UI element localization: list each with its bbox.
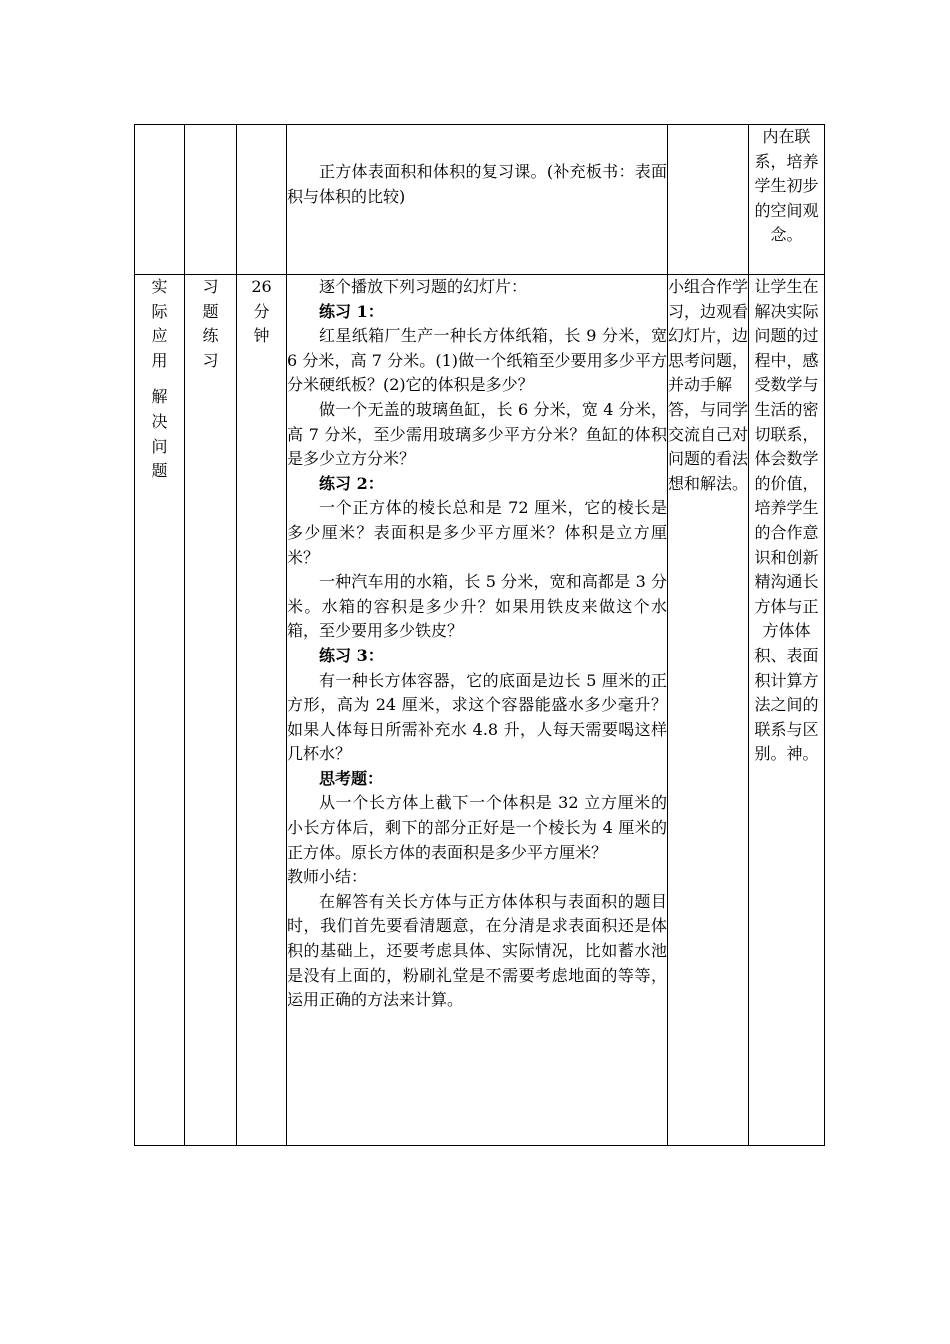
subject-cell	[185, 275, 237, 1146]
stage-char: 决	[151, 411, 168, 431]
activity-cell-empty	[668, 125, 749, 275]
summary-text: 在解答有关长方体与正方体体积与表面积的题目时，我们首先要看清题意，在分清是求表面积还是体积的基础上，还要考虑具体、实际情况，比如蓄水池是没有上面的，粉刷礼堂是不需要考虑地面的等等，运用正确的方法来计算。	[287, 891, 667, 1010]
stage-cell-empty	[135, 125, 185, 275]
activity-text: 小组合作学习，边观看幻灯片，边思考问题，并动手解答，与同学交流自己对问题的看法想和解法。	[668, 277, 749, 493]
subject-cell-empty	[185, 125, 237, 275]
exercise-2-q2: 一种汽车用的水箱，长 5 分米，宽和高都是 3 分米。水箱的容积是多少升？如果用铁皮来做这个水箱，至少要用多少铁皮？	[287, 572, 667, 641]
goal-cell	[749, 275, 825, 1146]
stage-char: 解	[151, 387, 168, 407]
subject-char: 习	[202, 350, 219, 370]
subject-char: 习	[202, 277, 219, 296]
stage-char: 用	[151, 350, 168, 370]
stage-char: 际	[151, 301, 168, 321]
summary-label: 教师小结：	[287, 867, 368, 887]
goal-cell	[749, 125, 825, 275]
time-cell	[237, 275, 287, 1146]
stage-char: 题	[151, 461, 168, 481]
think-question: 从一个长方体上截下一个体积是 32 立方厘米的小长方体后，剩下的部分正好是一个棱长为 4 厘米的正方体。原长方体的表面积是多少平方厘米？	[287, 793, 667, 862]
exercise-1-title: 练习 1：	[319, 301, 384, 321]
time-number: 26	[251, 277, 272, 296]
exercise-3-q1: 有一种长方体容器，它的底面是边长 5 厘米的正方形，高为 24 厘米，求这个容器能盛水多少毫升？如果人体每日所需补充水 4.8 升，人每天需要喝这样几杯水？	[287, 670, 667, 764]
goal-text: 内在联系，培养学生初步的空间观念。	[754, 127, 819, 245]
stage-char: 应	[151, 326, 168, 346]
subject-char: 练	[202, 326, 219, 346]
review-text: 正方体表面积和体积的复习课。(补充板书：表面积与体积的比较)	[287, 162, 667, 206]
stage-char: 问	[151, 436, 168, 456]
content-cell	[287, 125, 668, 275]
activity-cell	[668, 275, 749, 1146]
time-unit-char: 钟	[253, 326, 270, 346]
stage-char: 实	[151, 277, 168, 296]
content-cell	[287, 275, 668, 1146]
exercise-1-q1: 红星纸箱厂生产一种长方体纸箱，长 9 分米，宽 6 分米，高 7 分米。(1)做一个纸箱至少要用多少平方分米硬纸板？(2)它的体积是多少？	[287, 326, 667, 395]
exercise-1-q2: 做一个无盖的玻璃鱼缸，长 6 分米，宽 4 分米，高 7 分米，至少需用玻璃多少平方分米？鱼缸的体积是多少立方分米？	[287, 399, 667, 469]
subject-char: 题	[202, 301, 219, 321]
table-row	[135, 125, 825, 275]
stage-cell	[135, 275, 185, 1146]
table-row	[135, 275, 825, 1146]
lesson-plan-table	[134, 124, 825, 1146]
think-title: 思考题：	[319, 768, 384, 788]
exercise-2-q1: 一个正方体的棱长总和是 72 厘米，它的棱长是多少厘米？表面积是多少平方厘米？体积是立方厘米？	[287, 498, 667, 567]
time-cell-empty	[237, 125, 287, 275]
exercise-2-title: 练习 2：	[319, 473, 384, 493]
goal-text: 让学生在解决实际问题的过程中，感受数学与生活的密切联系，体会数学的价值，培养学生的合作意识和创新精沟通长方体与正方体体积、表面积计算方法之间的联系与区别。神。	[754, 277, 819, 764]
time-unit-char: 分	[253, 301, 270, 321]
exercise-3-title: 练习 3：	[319, 645, 384, 665]
intro-text: 逐个播放下列习题的幻灯片：	[319, 277, 528, 296]
